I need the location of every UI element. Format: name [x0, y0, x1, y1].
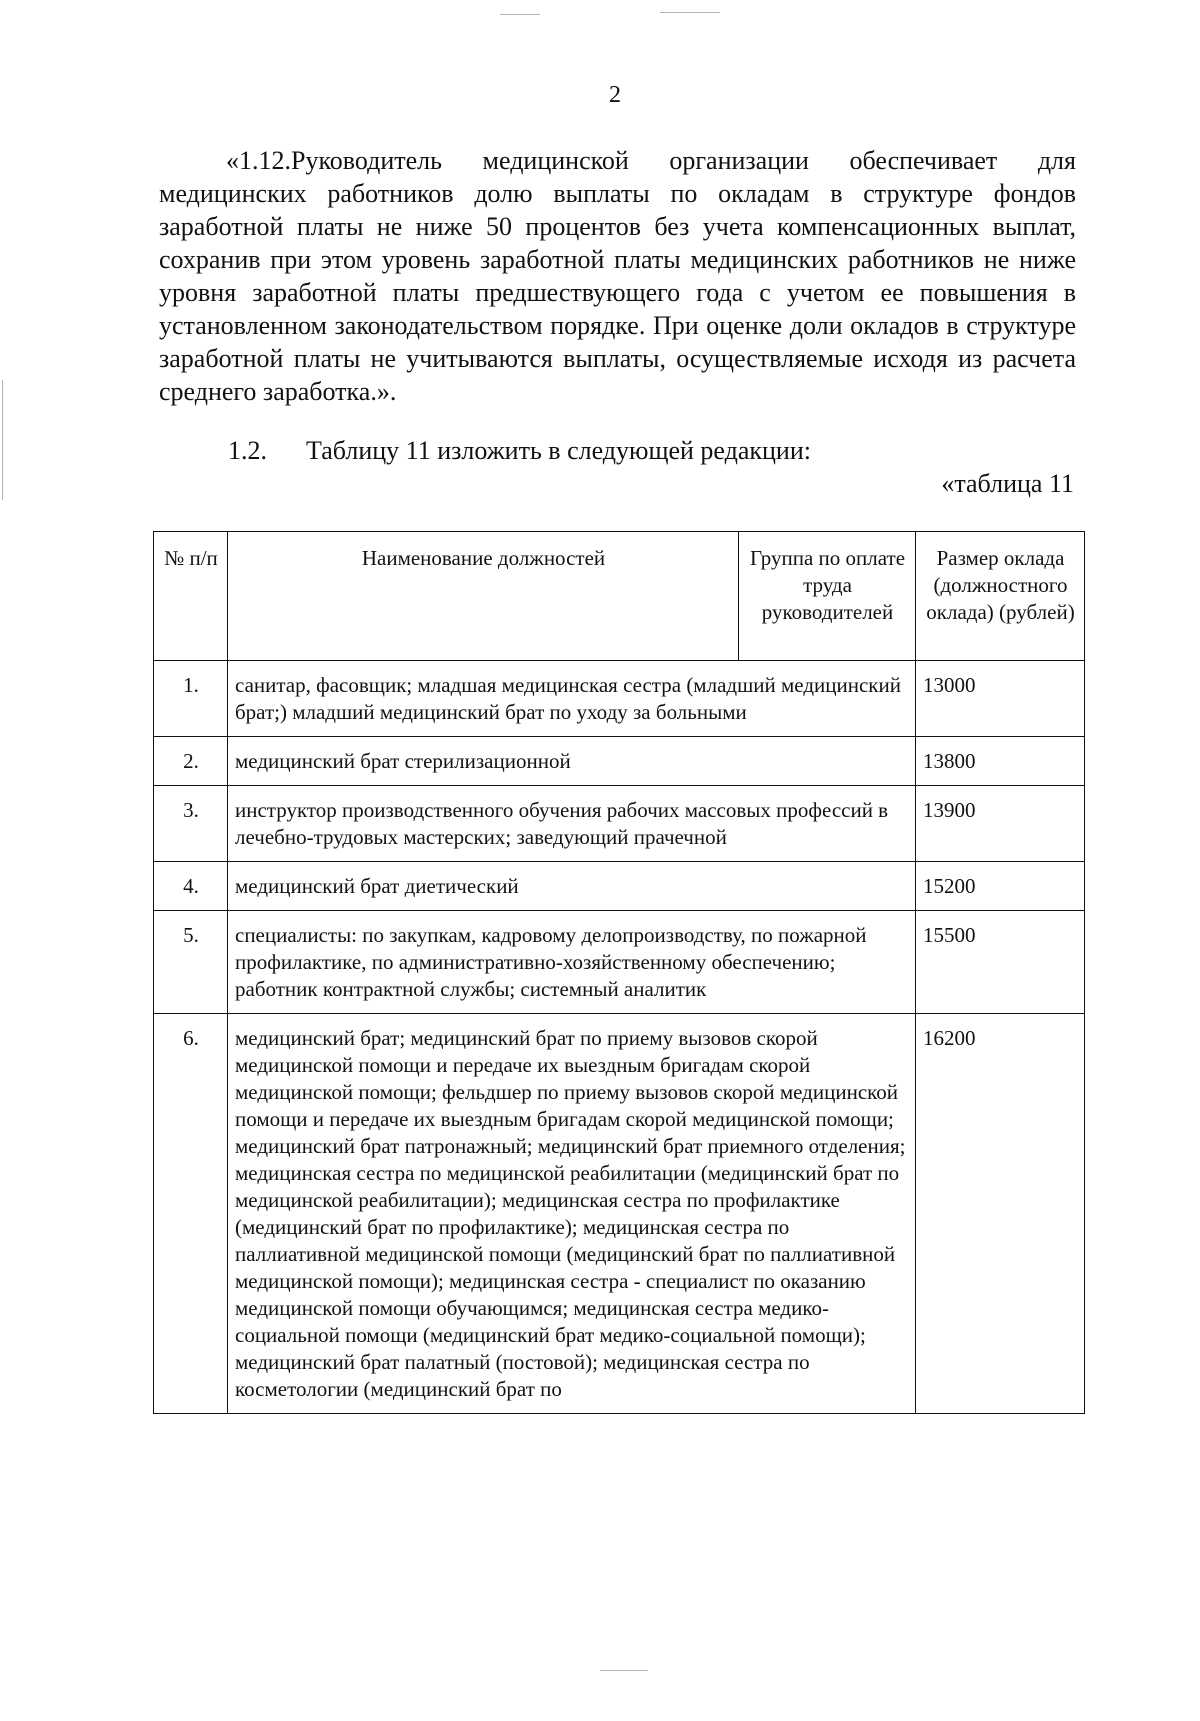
- row-number: 5.: [154, 911, 228, 1014]
- position-name: медицинский брат стерилизационной: [228, 737, 916, 786]
- salary-value: 16200: [916, 1014, 1085, 1414]
- amendment-item: [228, 436, 811, 466]
- page-number: 2: [609, 82, 621, 108]
- salary-value: 13900: [916, 786, 1085, 862]
- salary-value: 13000: [916, 661, 1085, 737]
- table-row: [154, 786, 1085, 862]
- body-paragraph: [159, 144, 1076, 408]
- table-row: [154, 737, 1085, 786]
- position-name: санитар, фасовщик; младшая медицинская сестра (младший медицинский брат;) младший медицинский брат по уходу за больными: [228, 661, 916, 737]
- table-row: [154, 1014, 1085, 1414]
- scan-mark: [600, 1670, 648, 1671]
- table-header-row: [154, 532, 1085, 661]
- header-num: № п/п: [154, 532, 228, 661]
- position-name: медицинский брат диетический: [228, 862, 916, 911]
- table-row: [154, 911, 1085, 1014]
- scan-mark: [660, 12, 720, 13]
- row-number: 2.: [154, 737, 228, 786]
- scan-mark: [500, 14, 540, 15]
- table-row: [154, 862, 1085, 911]
- position-name: специалисты: по закупкам, кадровому делопроизводству, по пожарной профилактике, по административно-хозяйственному обеспечению; работник контрактной службы; системный аналитик: [228, 911, 916, 1014]
- header-group: Группа по оплате труда руководителей: [739, 532, 916, 661]
- salary-value: 15200: [916, 862, 1085, 911]
- row-number: 4.: [154, 862, 228, 911]
- table-caption: «таблица 11: [941, 469, 1074, 498]
- position-name: инструктор производственного обучения рабочих массовых профессий в лечебно-трудовых мастерских; заведующий прачечной: [228, 786, 916, 862]
- paragraph-text: «1.12.Руководитель медицинской организации обеспечивает для медицинских работников долю выплаты по окладам в структуре фондов заработной платы не ниже 50 процентов без учета компенсационных выплат, сохранив при этом уровень заработной платы медицинских работников не ниже уровня заработной платы предшествующего года с учетом ее повышения в установленном законодательством порядке. При оценке доли окладов в структуре заработной платы не учитываются выплаты, осуществляемые исходя из расчета среднего заработка.».: [159, 146, 1076, 406]
- header-name: Наименование должностей: [228, 532, 739, 661]
- table-row: [154, 661, 1085, 737]
- item-number: 1.2.: [228, 436, 267, 465]
- salary-value: 15500: [916, 911, 1085, 1014]
- scan-mark: [2, 380, 3, 500]
- position-name: медицинский брат; медицинский брат по приему вызовов скорой медицинской помощи и передаче их выездным бригадам скорой медицинской помощи; фельдшер по приему вызовов скорой медицинской помощи и передаче их выездным бригадам скорой медицинской помощи; медицинский брат патронажный; медицинский брат приемного отделения; медицинская сестра по медицинской реабилитации (медицинский брат по медицинской реабилитации); медицинская сестра по профилактике (медицинский брат по профилактике); медицинская сестра по паллиативной медицинской помощи (медицинский брат по паллиативной медицинской помощи); медицинская сестра - специалист по оказанию медицинской помощи обучающимся; медицинская сестра медико-социальной помощи (медицинский брат медико-социальной помощи); медицинский брат палатный (постовой); медицинская сестра по косметологии (медицинский брат по: [228, 1014, 916, 1414]
- row-number: 3.: [154, 786, 228, 862]
- salary-table: [153, 531, 1085, 1414]
- row-number: 6.: [154, 1014, 228, 1414]
- item-text: Таблицу 11 изложить в следующей редакции:: [306, 436, 811, 465]
- row-number: 1.: [154, 661, 228, 737]
- header-salary: Размер оклада (должностного оклада) (рублей): [916, 532, 1085, 661]
- salary-value: 13800: [916, 737, 1085, 786]
